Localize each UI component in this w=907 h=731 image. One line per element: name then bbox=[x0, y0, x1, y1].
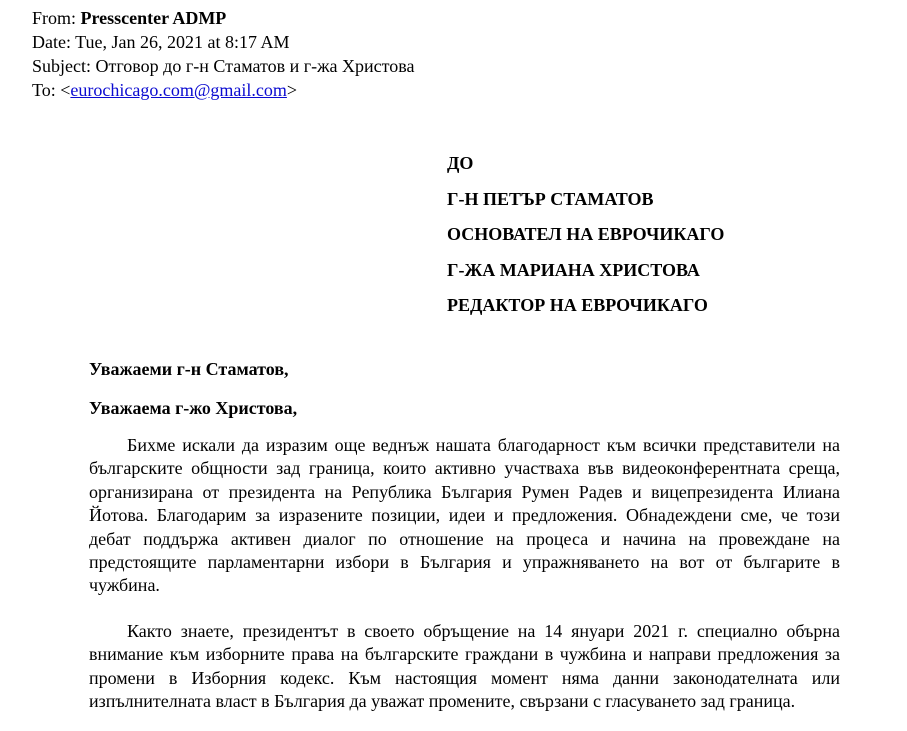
recipient-line-title-2: РЕДАКТОР НА ЕВРОЧИКАГО bbox=[447, 295, 708, 315]
subject-label: Subject: bbox=[32, 56, 91, 76]
to-email-link[interactable]: eurochicago.com@gmail.com bbox=[70, 80, 287, 100]
from-label: From: bbox=[32, 8, 77, 28]
body-paragraph-2: Както знаете, президентът в своето обръщение на 14 януари 2021 г. специално обърна внимание към изборните права на българските граждани в чужбина и направи предложения за промени в Изборния кодекс. Към настоящия момент няма данни законодателната или изпълнителната власт в България да уважат промените, свързани с гласуването зад граница. bbox=[89, 621, 840, 712]
date-label: Date: bbox=[32, 32, 71, 52]
salutation-1: Уважаеми г-н Стаматов, bbox=[89, 359, 289, 379]
from-line bbox=[32, 6, 415, 30]
to-close-bracket: > bbox=[286, 80, 298, 100]
to-label: To: bbox=[32, 80, 56, 100]
body-paragraph-1: Бихме искали да изразим още веднъж нашата благодарност към всички представители на българските общности зад граница, които активно участваха във видеоконферентната среща, организирана от президента на Република България Румен Радев и вицепрезидента Илиана Йотова. Благодарим за изразените позиции, идеи и предложения. Обнадеждени сме, че този дебат поддържа активен диалог по отношение на процеса и начина на провеждане на предстоящите парламентарни избори в България и упражняването на вот от българите в чужбина. bbox=[89, 435, 840, 596]
to-line bbox=[32, 78, 415, 102]
to-open-bracket: < bbox=[60, 80, 71, 100]
salutation-2: Уважаема г-жо Христова, bbox=[89, 398, 298, 418]
date-line bbox=[32, 30, 415, 54]
subject-value: Отговор до г-н Стаматов и г-жа Христова bbox=[95, 56, 415, 76]
from-value: Presscenter ADMP bbox=[80, 8, 227, 28]
recipient-line-to: ДО bbox=[447, 153, 474, 173]
date-value: Tue, Jan 26, 2021 at 8:17 AM bbox=[75, 32, 290, 52]
recipient-line-title-1: ОСНОВАТЕЛ НА ЕВРОЧИКАГО bbox=[447, 224, 725, 244]
recipient-block bbox=[447, 146, 724, 324]
recipient-line-name-1: Г-Н ПЕТЪР СТАМАТОВ bbox=[447, 188, 654, 209]
email-header bbox=[32, 6, 415, 102]
recipient-line-name-2: Г-ЖА МАРИАНА ХРИСТОВА bbox=[447, 259, 700, 280]
subject-line bbox=[32, 54, 415, 78]
